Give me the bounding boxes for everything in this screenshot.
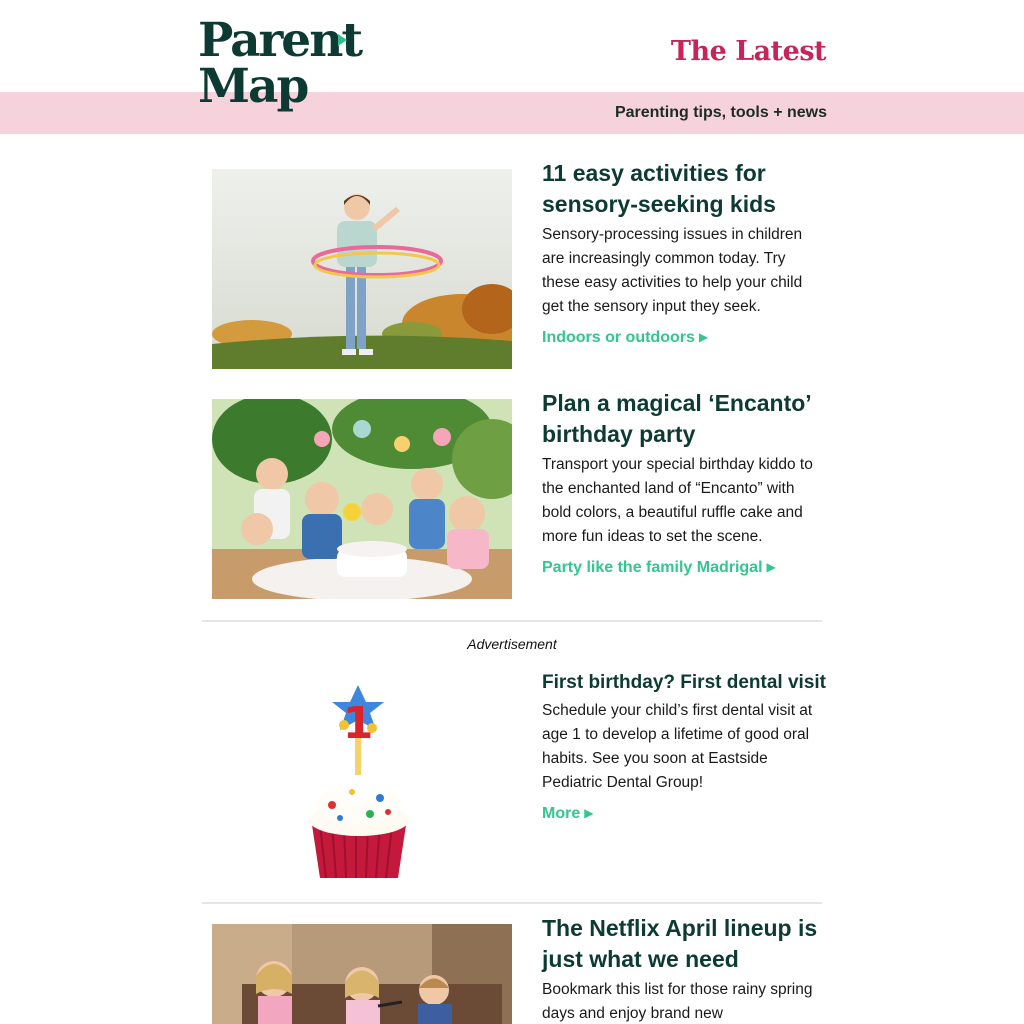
article-title[interactable]: The Netflix April lineup is just what we need (542, 915, 818, 972)
section-title: The Latest (670, 36, 826, 67)
tagline-banner (0, 92, 1024, 134)
ad-title[interactable]: First birthday? First dental visit (542, 672, 826, 693)
link-label: Party like the family Madrigal (542, 559, 763, 576)
play-arrow-icon: ▶ (584, 806, 594, 820)
link-label: More (542, 805, 581, 822)
article-image-birthday-kids[interactable] (212, 399, 512, 599)
article-description: Sensory-processing issues in children are increasingly common today. Try these easy activities to help your child get the sensory input they seek. (542, 226, 803, 315)
candle-number: 1 (342, 698, 374, 749)
play-arrow-icon: ▶ (698, 330, 709, 344)
logo-word-map: Map (198, 59, 308, 114)
advertisement-dental (212, 672, 826, 880)
birthday-kids-photo (212, 399, 512, 599)
article-title[interactable]: 11 easy activities for sensory-seeking kids (542, 160, 776, 217)
article-image-kids-tv[interactable] (212, 924, 512, 1024)
tagline: Parenting tips, tools + news (614, 104, 827, 121)
divider (202, 620, 822, 622)
ad-image-cupcake[interactable] (212, 680, 512, 880)
divider (202, 902, 822, 904)
parentmap-logo[interactable] (198, 13, 362, 122)
ad-link-more[interactable] (542, 805, 593, 823)
link-label: Indoors or outdoors (542, 329, 695, 346)
article-sensory (212, 160, 824, 369)
play-arrow-icon: ▶ (766, 560, 776, 574)
article-encanto (212, 390, 824, 599)
kids-watching-tv-photo (212, 924, 512, 1024)
logo-word-parent: Parent (198, 13, 362, 68)
article-link-party-madrigal[interactable] (542, 559, 776, 577)
article-description: Bookmark this list for those rainy spring days and enjoy brand new (542, 981, 813, 1022)
article-image-hula-hoop-girl[interactable] (212, 169, 512, 369)
hula-hoop-girl-photo (212, 169, 512, 369)
article-title[interactable]: Plan a magical ‘Encanto’ birthday party (542, 390, 811, 447)
article-description: Transport your special birthday kiddo to the enchanted land of “Encanto” with bold colors, a beautiful ruffle cake and more fun ideas to set the scene. (542, 456, 813, 545)
article-netflix (212, 915, 824, 1024)
ad-description: Schedule your child’s first dental visit at age 1 to develop a lifetime of good oral habits. See you soon at Eastside Pediatric Dental Group! (542, 702, 813, 791)
cupcake-candle-photo (212, 680, 512, 880)
logo-play-icon (338, 34, 347, 46)
article-link-indoors-outdoors[interactable] (542, 329, 708, 347)
advertisement-label: Advertisement (467, 636, 557, 652)
